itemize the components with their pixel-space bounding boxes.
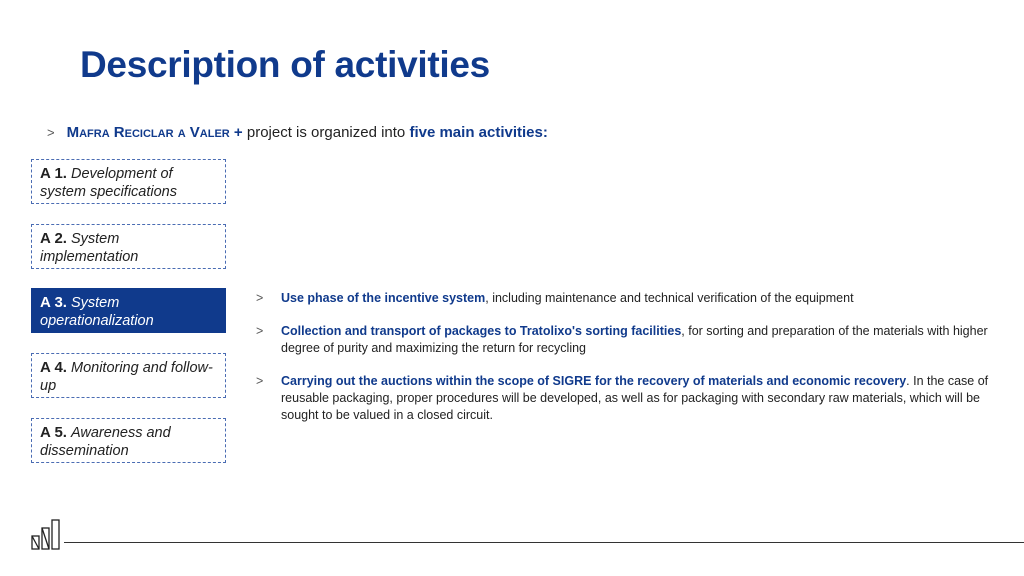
activity-a4[interactable] (31, 353, 226, 398)
detail-item (256, 373, 996, 424)
activity-code: A 3. (40, 294, 67, 311)
activity-code: A 1. (40, 165, 67, 182)
detail-text: , for sorting and preparation of the materials with higher degree of purity and maximizing the return for recycling (281, 324, 988, 355)
footer-divider (64, 542, 1024, 543)
activity-code: A 4. (40, 359, 67, 376)
chevron-right-icon: > (256, 324, 264, 338)
detail-item (256, 323, 996, 357)
detail-highlight: Carrying out the auctions within the scope of SIGRE for the recovery of materials and economic recovery (281, 374, 907, 388)
activity-a2[interactable] (31, 224, 226, 269)
activity-a5[interactable] (31, 418, 226, 463)
activity-code: A 5. (40, 424, 67, 441)
intro-line (47, 124, 548, 141)
detail-text: . In the case of reusable packaging, proper procedures will be developed, as well as for packaging with secondary raw materials, which will be sought to be valued in a closed circuit. (281, 374, 989, 422)
activity-a3[interactable] (31, 288, 226, 333)
detail-text: , including maintenance and technical verification of the equipment (485, 291, 854, 305)
intro-text: project is organized into (242, 124, 410, 141)
activity-details (256, 290, 996, 440)
buildings-logo-icon (30, 518, 70, 550)
activity-label: Monitoring and follow-up (40, 360, 213, 394)
activity-label: Development of system specifications (40, 166, 177, 200)
chevron-right-icon: > (256, 291, 264, 305)
activity-label: System operationalization (40, 295, 154, 329)
activity-label: Awareness and dissemination (40, 425, 171, 459)
activity-code: A 2. (40, 230, 67, 247)
page-title: Description of activities (80, 44, 490, 85)
project-name: Mafra Reciclar a Valer + (66, 124, 243, 141)
chevron-right-icon: > (47, 125, 55, 140)
intro-highlight: five main activities: (409, 124, 548, 141)
detail-highlight: Collection and transport of packages to Tratolixo's sorting facilities (281, 324, 682, 338)
activity-a1[interactable] (31, 159, 226, 204)
detail-highlight: Use phase of the incentive system (281, 291, 486, 305)
activity-label: System implementation (40, 231, 139, 265)
detail-item (256, 290, 996, 307)
chevron-right-icon: > (256, 374, 264, 388)
